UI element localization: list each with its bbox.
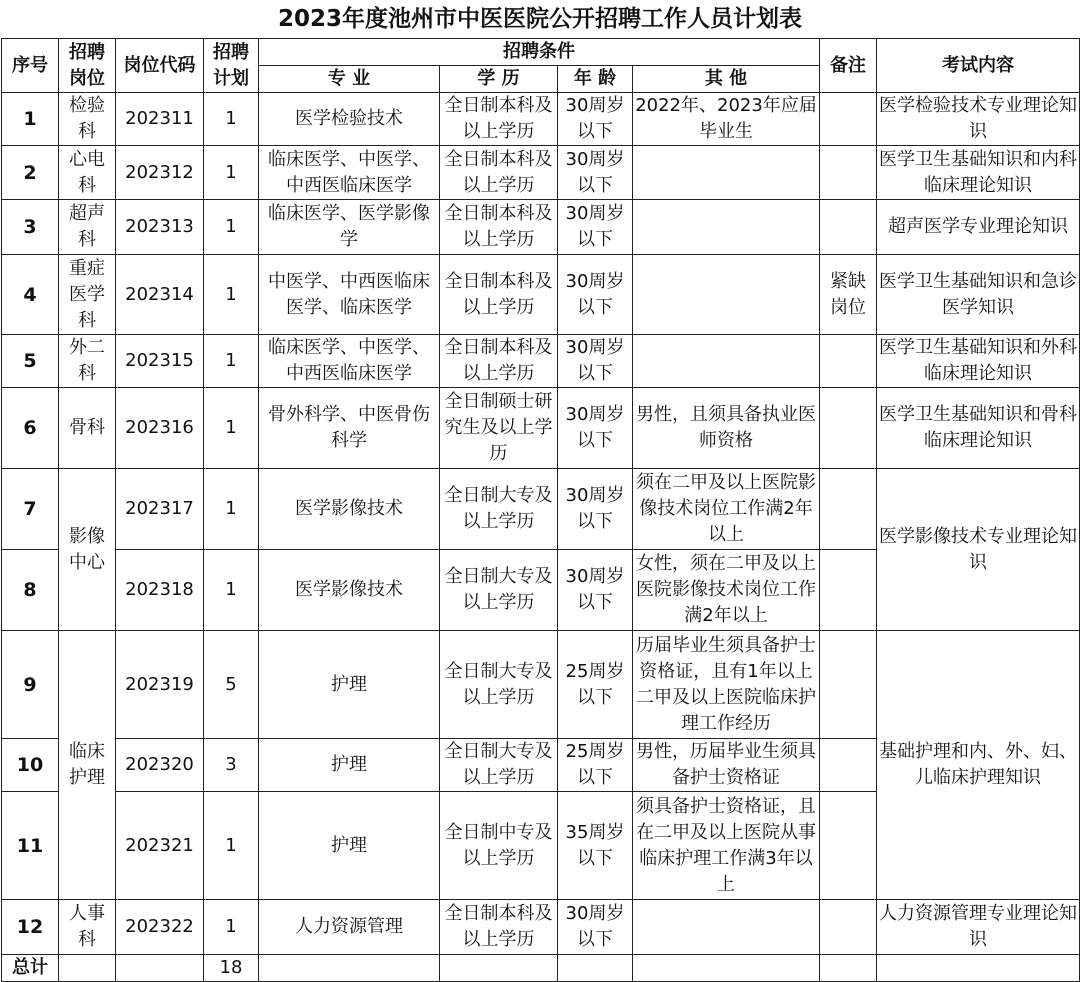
table-row bbox=[2, 200, 1080, 255]
other-cell: 须具备护士资格证，且在二甲及以上医院从事临床护理工作满3年以上 bbox=[633, 792, 820, 900]
age-cell: 25周岁以下 bbox=[558, 739, 633, 792]
table-row bbox=[2, 469, 1080, 550]
remark-cell bbox=[820, 631, 877, 739]
code-cell: 202312 bbox=[116, 146, 204, 200]
header-remark: 备注 bbox=[820, 39, 877, 93]
other-cell: 2022年、2023年应届毕业生 bbox=[633, 93, 820, 146]
age-cell: 30周岁以下 bbox=[558, 146, 633, 200]
education-cell: 全日制本科及以上学历 bbox=[440, 335, 558, 388]
total-label: 总计 bbox=[2, 955, 59, 982]
remark-cell bbox=[820, 200, 877, 255]
major-cell: 医学影像技术 bbox=[259, 550, 440, 631]
table-row bbox=[2, 631, 1080, 739]
header-row-1 bbox=[2, 39, 1080, 66]
seq-cell: 9 bbox=[2, 631, 59, 739]
table-row bbox=[2, 388, 1080, 469]
major-cell: 护理 bbox=[259, 792, 440, 900]
exam-cell: 医学检验技术专业理论知识 bbox=[877, 93, 1080, 146]
age-cell: 30周岁以下 bbox=[558, 550, 633, 631]
age-cell: 30周岁以下 bbox=[558, 93, 633, 146]
plan-cell: 1 bbox=[204, 255, 259, 335]
header-education: 学 历 bbox=[440, 66, 558, 93]
header-other: 其 他 bbox=[633, 66, 820, 93]
exam-cell: 人力资源管理专业理论知识 bbox=[877, 900, 1080, 955]
other-cell bbox=[633, 146, 820, 200]
age-cell: 30周岁以下 bbox=[558, 335, 633, 388]
header-major: 专 业 bbox=[259, 66, 440, 93]
exam-cell: 医学卫生基础知识和骨科临床理论知识 bbox=[877, 388, 1080, 469]
remark-cell bbox=[820, 739, 877, 792]
major-cell: 医学检验技术 bbox=[259, 93, 440, 146]
plan-cell: 1 bbox=[204, 792, 259, 900]
remark-cell bbox=[820, 900, 877, 955]
seq-cell: 12 bbox=[2, 900, 59, 955]
plan-cell: 1 bbox=[204, 146, 259, 200]
table-row bbox=[2, 93, 1080, 146]
seq-cell: 4 bbox=[2, 255, 59, 335]
table-row bbox=[2, 255, 1080, 335]
education-cell: 全日制本科及以上学历 bbox=[440, 255, 558, 335]
code-cell: 202311 bbox=[116, 93, 204, 146]
empty-cell bbox=[820, 955, 877, 982]
code-cell: 202314 bbox=[116, 255, 204, 335]
header-plan: 招聘计划 bbox=[204, 39, 259, 93]
exam-cell: 超声医学专业理论知识 bbox=[877, 200, 1080, 255]
position-cell: 人事科 bbox=[59, 900, 116, 955]
empty-cell bbox=[877, 955, 1080, 982]
age-cell: 30周岁以下 bbox=[558, 900, 633, 955]
education-cell: 全日制大专及以上学历 bbox=[440, 550, 558, 631]
other-cell: 男性，且须具备执业医师资格 bbox=[633, 388, 820, 469]
major-cell: 人力资源管理 bbox=[259, 900, 440, 955]
code-cell: 202318 bbox=[116, 550, 204, 631]
exam-cell: 医学卫生基础知识和外科临床理论知识 bbox=[877, 335, 1080, 388]
header-position: 招聘岗位 bbox=[59, 39, 116, 93]
position-cell: 外二科 bbox=[59, 335, 116, 388]
major-cell: 临床医学、中医学、中西医临床医学 bbox=[259, 335, 440, 388]
plan-cell: 1 bbox=[204, 388, 259, 469]
education-cell: 全日制本科及以上学历 bbox=[440, 200, 558, 255]
code-cell: 202322 bbox=[116, 900, 204, 955]
table-row bbox=[2, 900, 1080, 955]
plan-cell: 3 bbox=[204, 739, 259, 792]
total-row bbox=[2, 955, 1080, 982]
exam-cell: 基础护理和内、外、妇、儿临床护理知识 bbox=[877, 631, 1080, 900]
code-cell: 202316 bbox=[116, 388, 204, 469]
age-cell: 35周岁以下 bbox=[558, 792, 633, 900]
position-cell: 检验科 bbox=[59, 93, 116, 146]
major-cell: 护理 bbox=[259, 739, 440, 792]
major-cell: 临床医学、中医学、中西医临床医学 bbox=[259, 146, 440, 200]
seq-cell: 7 bbox=[2, 469, 59, 550]
remark-cell bbox=[820, 469, 877, 550]
major-cell: 骨外科学、中医骨伤科学 bbox=[259, 388, 440, 469]
other-cell bbox=[633, 255, 820, 335]
other-cell: 女性，须在二甲及以上医院影像技术岗位工作满2年以上 bbox=[633, 550, 820, 631]
empty-cell bbox=[259, 955, 440, 982]
seq-cell: 8 bbox=[2, 550, 59, 631]
exam-cell: 医学卫生基础知识和内科临床理论知识 bbox=[877, 146, 1080, 200]
major-cell: 护理 bbox=[259, 631, 440, 739]
education-cell: 全日制本科及以上学历 bbox=[440, 146, 558, 200]
age-cell: 25周岁以下 bbox=[558, 631, 633, 739]
seq-cell: 5 bbox=[2, 335, 59, 388]
position-cell: 重症医学科 bbox=[59, 255, 116, 335]
age-cell: 30周岁以下 bbox=[558, 388, 633, 469]
code-cell: 202317 bbox=[116, 469, 204, 550]
position-cell: 超声科 bbox=[59, 200, 116, 255]
seq-cell: 10 bbox=[2, 739, 59, 792]
empty-cell bbox=[633, 955, 820, 982]
remark-cell bbox=[820, 550, 877, 631]
total-plan: 18 bbox=[204, 955, 259, 982]
table-row bbox=[2, 146, 1080, 200]
seq-cell: 1 bbox=[2, 93, 59, 146]
code-cell: 202315 bbox=[116, 335, 204, 388]
plan-cell: 1 bbox=[204, 550, 259, 631]
other-cell: 男性，历届毕业生须具备护士资格证 bbox=[633, 739, 820, 792]
empty-cell bbox=[116, 955, 204, 982]
exam-cell: 医学影像技术专业理论知识 bbox=[877, 469, 1080, 631]
other-cell bbox=[633, 335, 820, 388]
other-cell bbox=[633, 200, 820, 255]
empty-cell bbox=[59, 955, 116, 982]
age-cell: 30周岁以下 bbox=[558, 469, 633, 550]
education-cell: 全日制中专及以上学历 bbox=[440, 792, 558, 900]
header-seq: 序号 bbox=[2, 39, 59, 93]
empty-cell bbox=[558, 955, 633, 982]
education-cell: 全日制本科及以上学历 bbox=[440, 900, 558, 955]
remark-cell: 紧缺岗位 bbox=[820, 255, 877, 335]
remark-cell bbox=[820, 93, 877, 146]
recruitment-table bbox=[1, 38, 1080, 982]
major-cell: 中医学、中西医临床医学、临床医学 bbox=[259, 255, 440, 335]
header-age: 年 龄 bbox=[558, 66, 633, 93]
education-cell: 全日制大专及以上学历 bbox=[440, 469, 558, 550]
major-cell: 临床医学、医学影像学 bbox=[259, 200, 440, 255]
position-cell: 影像中心 bbox=[59, 469, 116, 631]
seq-cell: 6 bbox=[2, 388, 59, 469]
header-exam: 考试内容 bbox=[877, 39, 1080, 93]
age-cell: 30周岁以下 bbox=[558, 200, 633, 255]
plan-cell: 1 bbox=[204, 200, 259, 255]
age-cell: 30周岁以下 bbox=[558, 255, 633, 335]
plan-cell: 1 bbox=[204, 900, 259, 955]
seq-cell: 3 bbox=[2, 200, 59, 255]
position-cell: 临床护理 bbox=[59, 631, 116, 900]
education-cell: 全日制大专及以上学历 bbox=[440, 739, 558, 792]
remark-cell bbox=[820, 792, 877, 900]
code-cell: 202321 bbox=[116, 792, 204, 900]
header-conditions: 招聘条件 bbox=[259, 39, 820, 66]
education-cell: 全日制硕士研究生及以上学历 bbox=[440, 388, 558, 469]
exam-cell: 医学卫生基础知识和急诊医学知识 bbox=[877, 255, 1080, 335]
seq-cell: 2 bbox=[2, 146, 59, 200]
remark-cell bbox=[820, 388, 877, 469]
plan-cell: 5 bbox=[204, 631, 259, 739]
other-cell bbox=[633, 900, 820, 955]
position-cell: 心电科 bbox=[59, 146, 116, 200]
seq-cell: 11 bbox=[2, 792, 59, 900]
code-cell: 202320 bbox=[116, 739, 204, 792]
other-cell: 须在二甲及以上医院影像技术岗位工作满2年以上 bbox=[633, 469, 820, 550]
remark-cell bbox=[820, 146, 877, 200]
education-cell: 全日制本科及以上学历 bbox=[440, 93, 558, 146]
other-cell: 历届毕业生须具备护士资格证，且有1年以上二甲及以上医院临床护理工作经历 bbox=[633, 631, 820, 739]
plan-cell: 1 bbox=[204, 469, 259, 550]
code-cell: 202319 bbox=[116, 631, 204, 739]
table-row bbox=[2, 335, 1080, 388]
major-cell: 医学影像技术 bbox=[259, 469, 440, 550]
plan-cell: 1 bbox=[204, 335, 259, 388]
code-cell: 202313 bbox=[116, 200, 204, 255]
plan-cell: 1 bbox=[204, 93, 259, 146]
page-title: 2023年度池州市中医医院公开招聘工作人员计划表 bbox=[277, 6, 802, 32]
empty-cell bbox=[440, 955, 558, 982]
education-cell: 全日制大专及以上学历 bbox=[440, 631, 558, 739]
position-cell: 骨科 bbox=[59, 388, 116, 469]
header-code: 岗位代码 bbox=[116, 39, 204, 93]
remark-cell bbox=[820, 335, 877, 388]
